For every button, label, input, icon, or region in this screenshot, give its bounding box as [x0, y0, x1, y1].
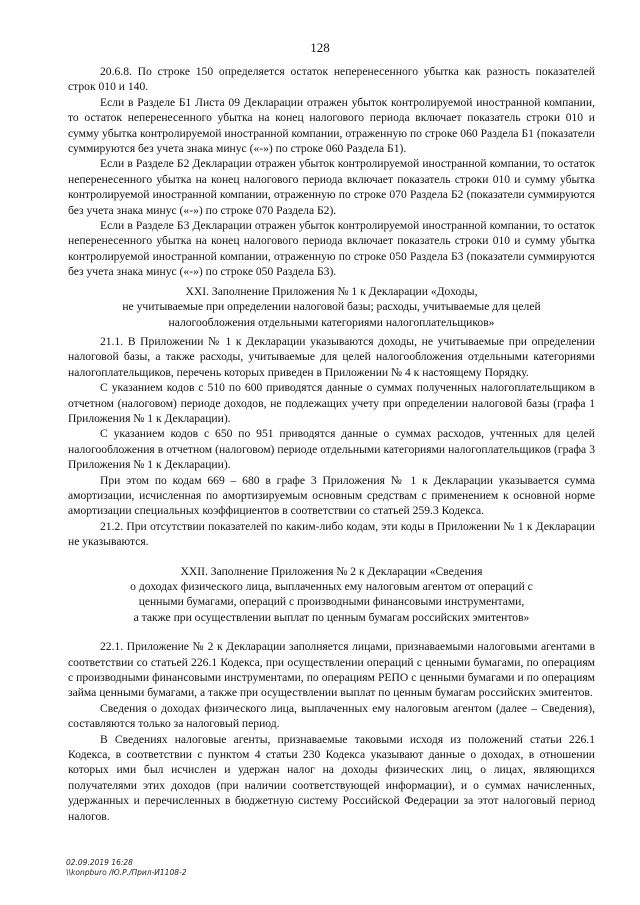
heading-line: XXII. Заполнение Приложения № 2 к Декларации «Сведения — [180, 564, 483, 578]
paragraph: Если в Разделе Б2 Декларации отражен убыток контролируемой иностранной компании, то остаток неперенесенного убытка на конец налогового периода включает показатель строки 010 и сумму убытка контролируемой иностранной компании, отраженную по строке 070 Раздела Б2 (показатели суммируются без учета знака минус («-») по строке 070 Раздела Б2). — [68, 157, 595, 217]
heading-line: не учитываемые при определении налоговой базы; расходы, учитываемые для целей — [122, 300, 541, 314]
paragraph: В Сведениях налоговые агенты, признаваемые таковыми исходя из положений статьи 226.1 Кодекса, в соответствии с пунктом 4 статьи 230 Кодекса указывают данные о доходах, в отношении которых ими был исчислен и удержан налог на доходы физических лиц, о лицах, являющихся получателями этих доходов (при наличии соответствующей информации), и о суммах начисленных, удержанных и перечисленных в бюджетную систему Российской Федерации за этот налоговый период налогов. — [68, 732, 595, 823]
heading-line: а также при осуществлении выплат по ценным бумагам российских эмитентов» — [133, 610, 530, 624]
heading-line: налогообложения отдельными категориями налогоплательщиков» — [168, 315, 495, 329]
paragraph: При этом по кодам 669 – 680 в графе 3 Приложения № 1 к Декларации указывается сумма амортизации, исчисленная по амортизируемым основным средствам с применением к основной норме амортизации специальных коэффициентов в соответствии со статьей 259.3 Кодекса. — [68, 473, 595, 518]
paragraph: С указанием кодов с 650 по 951 приводятся данные о суммах расходов, учтенных для целей налогообложения в отчетном (налоговом) периоде отдельными категориями налогоплательщиков (графа 3 Приложения № 1 к Декларации). — [68, 427, 595, 472]
paragraph: 21.1. В Приложении № 1 к Декларации указываются доходы, не учитываемые при определении налоговой базы, а также расходы, учитываемые для целей налогообложения отдельными категориями налогоплательщиков, перечень которых приведен в Приложении № 4 к настоящему Порядку. — [68, 334, 595, 379]
footer-timestamp: 02.09.2019 16:28 — [66, 858, 133, 867]
paragraph: 20.6.8. По строке 150 определяется остаток неперенесенного убытка как разность показателей строк 010 и 140. — [68, 65, 595, 94]
heading-line: о доходах физического лица, выплаченных ему налоговым агентом от операций с — [130, 580, 533, 593]
page-number: 128 — [310, 40, 330, 55]
section-22-heading — [68, 564, 595, 626]
paragraph: Если в Разделе Б3 Декларации отражен убыток контролируемой иностранной компании, то остаток неперенесенного убытка на конец налогового периода включает показатель строки 010 и сумму убытка контролируемой иностранной компании, отраженную по строке 050 Раздела Б3 (показатели суммируются без учета знака минус («-») по строке 050 Раздела Б3). — [68, 219, 595, 279]
paragraph: Если в Разделе Б1 Листа 09 Декларации отражен убыток контролируемой иностранной компании, то остаток неперенесенного убытка на конец налогового периода включает показатель строки 010 и сумму убытка контролируемой иностранной компании, отраженную по строке 060 Раздела Б1 (показатели суммируются без учета знака минус («-») по строке 060 Раздела Б1). — [68, 95, 595, 156]
heading-line: ценными бумагами, операций с производными финансовыми инструментами, — [138, 595, 525, 609]
paragraph: 21.2. При отсутствии показателей по каким-либо кодам, эти коды в Приложении № 1 к Декларации не указываются. — [68, 519, 595, 549]
file-footer — [66, 858, 186, 878]
paragraph: Сведения о доходах физического лица, выплаченных ему налоговым агентом (далее – Сведения), составляются только за налоговый период. — [68, 701, 595, 731]
document-body — [68, 64, 595, 824]
footer-file-path: \\konpburo /Ю.Р./Прил-И1108-2 — [66, 868, 187, 877]
paragraph: С указанием кодов с 510 по 600 приводятся данные о суммах полученных налогоплательщиком в отчетном (налоговом) периоде доходов, не подлежащих учету при определении налоговой базы (графа 1 Приложения № 1 к Декларации). — [68, 381, 595, 425]
paragraph: 22.1. Приложение № 2 к Декларации заполняется лицами, признаваемыми налоговыми агентами в соответствии со статьей 226.1 Кодекса, при осуществлении операций с ценными бумагами, по операциям с производными финансовыми инструментами, по операциям РЕПО с ценными бумагами и по операциям займа ценными бумагами, а также при осуществлении выплат по ценным бумагам российских эмитентов. — [68, 640, 595, 700]
heading-line: XXI. Заполнение Приложения № 1 к Декларации «Доходы, — [185, 284, 478, 298]
section-21-heading — [68, 284, 595, 330]
